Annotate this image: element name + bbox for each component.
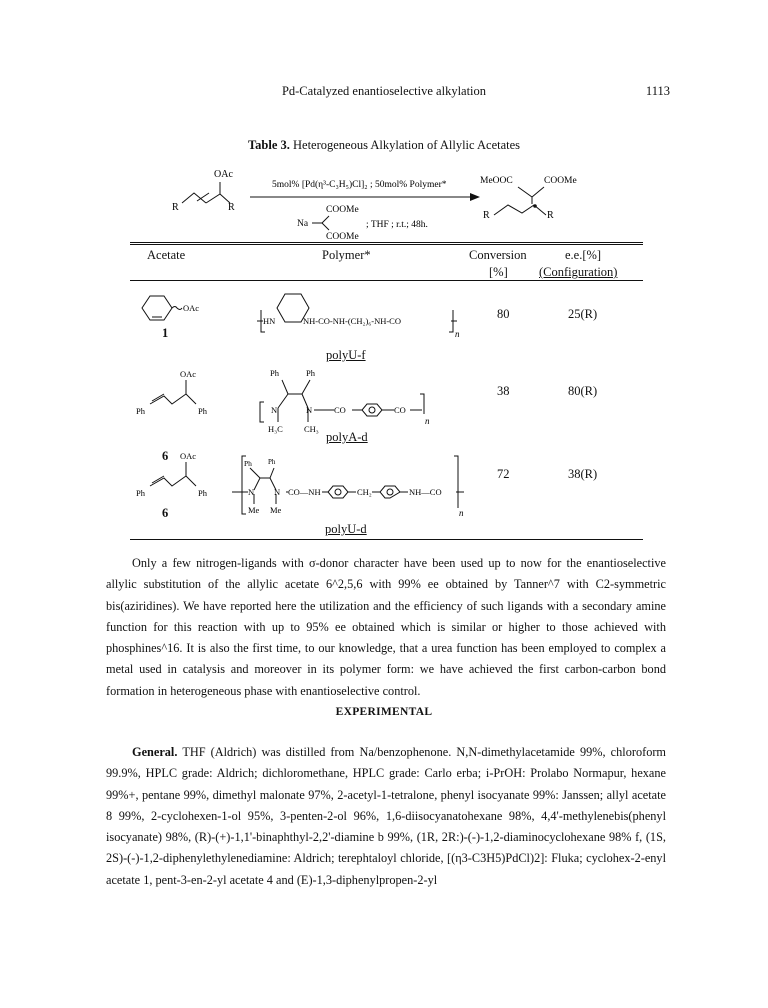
general-heading: General. — [132, 745, 178, 759]
general-text-block — [106, 742, 666, 891]
row-1-conversion: 80 — [497, 307, 510, 321]
polyu-d-me2: Me — [270, 505, 282, 515]
discussion-paragraph — [106, 553, 666, 702]
acetate-1-structure — [130, 286, 210, 346]
malonate-bonds — [312, 216, 329, 230]
acetate-6b-ph-left: Ph — [136, 488, 145, 498]
col-header-ee: e.e.[%] — [565, 248, 602, 262]
polyu-f-n: n — [455, 329, 460, 339]
row-2-ee: 80(R) — [568, 384, 598, 398]
polyu-d-ch2: CH₂ — [357, 487, 372, 497]
row-2-polymer-name: polyA-d — [326, 430, 368, 444]
table-caption — [0, 138, 768, 153]
table-rule-header — [130, 280, 643, 281]
polya-d-n1: N — [271, 405, 278, 415]
polyu-d-n2: N — [274, 487, 281, 497]
row-3-conversion: 72 — [497, 467, 510, 481]
sm-r-left: R — [172, 202, 179, 213]
col-header-acetate: Acetate — [147, 248, 186, 262]
acetate-1-number: 1 — [162, 326, 169, 340]
polya-d-h3c: H₃C — [268, 424, 283, 434]
col-header-configuration: (Configuration) — [539, 265, 618, 279]
sm-oac-label: OAc — [214, 169, 233, 180]
row-1-polymer-name: polyU-f — [326, 348, 366, 362]
polya-d-co1: CO — [334, 405, 346, 415]
general-text: THF (Aldrich) was distilled from Na/benzophenone. N,N-dimethylacetamide 99%, chloroform 99.9%, HPLC grade: Aldrich; dichloromethane, HPLC grade: Carlo erba; i-PrOH: Prolabo Normapur, hexane 99%+, pentane 99%, dimethyl malonate 97%, 2-acetyl-1-tetralone, phenyl isocyanate 99%: Janssen; allyl acetate 8 99%, 2-cyclohexen-1-ol 95%, 3-penten-2-ol 96%, 1,6-diisocyanatohexane 98%, 4,4'-methylenebis(phenyl isocyanate) 98%, (R)-(+)-1,1'-binaphthyl-2,2'-diamine b 99%, (1R, 2R:)-(-)-1,2-diaminocyclohexane 98% f, (1S, 2S)-(-)-1,2-diphenylethylenediamine: Aldrich; terephtaloyl chloride, [(η3-C3H5)PdCl)2]: Fluka; cyclohex-2-enyl acetate 1, pent-3-en-2-yl acetate 4 and (E)-1,3-diphenylpropen-2-yl — [106, 745, 666, 887]
general-paragraph — [106, 742, 666, 891]
table-rule-bottom — [130, 539, 643, 540]
page-number: 1113 — [645, 84, 670, 98]
polyu-d-ph-left: Ph — [244, 459, 252, 468]
acetate-6a-ph-left: Ph — [136, 406, 145, 416]
sm-r-right: R — [228, 202, 235, 213]
row-3-polymer-name: polyU-d — [325, 522, 367, 536]
polya-d-n: n — [425, 416, 430, 426]
product-r-right: R — [547, 210, 554, 221]
row-1-ee: 25(R) — [568, 307, 598, 321]
polyu-d-ph-right: Ph — [268, 458, 276, 466]
product-structure — [494, 187, 546, 215]
running-title: Pd-Catalyzed enantioselective alkylation — [281, 84, 487, 98]
acetate-6b-ph-right: Ph — [198, 488, 207, 498]
polya-d-n2: N — [306, 405, 313, 415]
acetate-6-number-a: 6 — [162, 449, 169, 463]
col-header-polymer: Polymer* — [322, 248, 371, 262]
section-title: EXPERIMENTAL — [335, 706, 433, 718]
malonate-na: Na — [297, 219, 309, 229]
polyu-d-co-nh: CO—NH — [288, 487, 321, 497]
row-2-conversion: 38 — [497, 384, 510, 398]
polya-d-ch3: CH₃ — [304, 424, 319, 434]
polya-d-ph-right: Ph — [306, 368, 315, 378]
acetate-6a-ph-right: Ph — [198, 406, 207, 416]
polyu-f-chain: NH-CO-NH-(CH₂)₆-NH-CO — [303, 316, 401, 326]
starting-material-structure — [182, 182, 230, 203]
polya-d-ph-left: Ph — [270, 368, 279, 378]
polyu-d-n1: N — [248, 487, 255, 497]
acetate-6-number-b: 6 — [162, 506, 169, 520]
polymer-polyu-d-structure — [226, 452, 496, 522]
acetate-6a-oac: OAc — [180, 369, 197, 379]
polya-d-co2: CO — [394, 405, 406, 415]
table-rule-top — [130, 242, 643, 243]
polyu-d-n: n — [459, 508, 464, 518]
table-caption-label: Table 3. — [247, 138, 290, 152]
product-r-left: R — [483, 210, 490, 221]
polyu-d-me1: Me — [248, 505, 260, 515]
reaction-conditions: ; THF ; r.t.; 48h. — [366, 220, 428, 230]
table-caption-text: Heterogeneous Alkylation of Allylic Acetates — [293, 138, 521, 152]
col-header-conversion-unit: [%] — [489, 265, 508, 279]
polyu-f-hn: HN — [263, 316, 276, 326]
stereocenter-dot — [533, 204, 537, 208]
acetate-1-oac: OAc — [183, 303, 200, 313]
acetate-6-structure-a — [136, 368, 220, 418]
row-3-ee: 38(R) — [568, 467, 598, 481]
product-meooc: MeOOC — [480, 176, 513, 186]
discussion-text: Only a few nitrogen-ligands with σ-donor character have been used up to now for the enantioselective allylic substitution of the allylic acetate 6^2,5,6 with 99% ee obtained by Tanner^7 with C2-symmetric bis(aziridines). We have reported here the utilization and the efficiency of such ligands with a secondary amine function for this reaction with up to 95% ee obtained which is similar or higher to those achieved with phosphines^16. It is also the first time, to our knowledge, that a urea function has been employed to complex a metal used in catalysis and moreover in its polymer form: we have achieved the first carbon-carbon bond formation in heterogeneous phase with enantioselective control. — [106, 556, 666, 698]
malonate-top: COOMe — [326, 205, 359, 215]
col-header-conversion: Conversion — [469, 248, 527, 262]
polymer-polya-d-structure — [254, 364, 494, 454]
malonate-bottom: COOMe — [326, 232, 359, 242]
acetate-6-structure-b — [136, 450, 220, 500]
product-coome: COOMe — [544, 176, 577, 186]
polyu-d-nh-co: NH—CO — [409, 487, 442, 497]
polymer-polyu-f-structure — [255, 284, 495, 344]
catalyst-reagent: 5mol% [Pd(η³-C₃H₅)Cl]₂ ; 50mol% Polymer* — [272, 180, 447, 190]
acetate-6b-oac: OAc — [180, 451, 197, 461]
table-rule-top-2 — [130, 244, 643, 245]
arrow-head — [470, 193, 480, 201]
